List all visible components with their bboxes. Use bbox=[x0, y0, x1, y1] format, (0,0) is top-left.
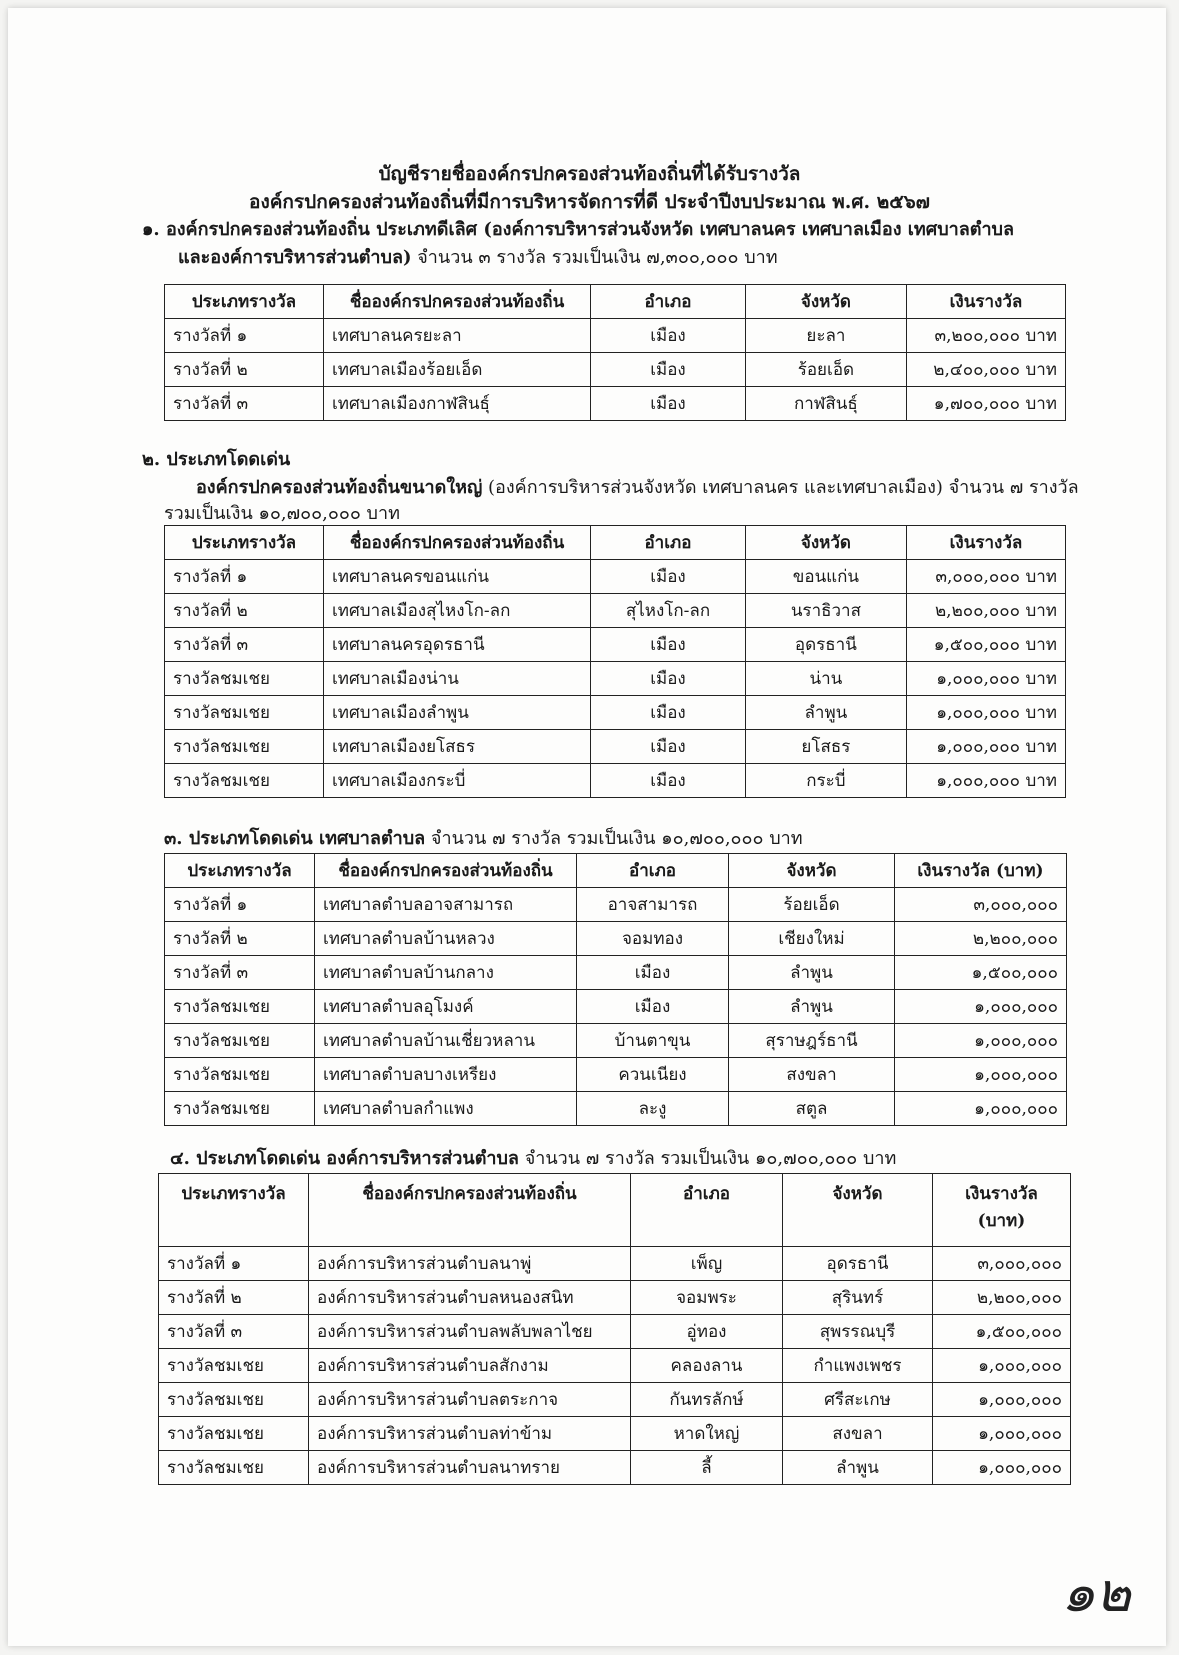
cell-district: อาจสามารถ bbox=[577, 888, 729, 922]
section1-subheading-bold: และองค์การบริหารส่วนตำบล) bbox=[178, 247, 412, 268]
header-district: อำเภอ bbox=[591, 285, 746, 319]
cell-district: เพ็ญ bbox=[631, 1247, 783, 1281]
cell-award-type: รางวัลชมเชย bbox=[165, 1092, 315, 1126]
cell-province: ขอนแก่น bbox=[745, 560, 906, 594]
cell-org-name: เทศบาลตำบลบ้านกลาง bbox=[315, 956, 577, 990]
cell-province: สุรินทร์ bbox=[783, 1281, 933, 1315]
cell-province: สงขลา bbox=[729, 1058, 895, 1092]
cell-district: เมือง bbox=[591, 662, 746, 696]
cell-province: สุราษฎร์ธานี bbox=[729, 1024, 895, 1058]
cell-district: เมือง bbox=[577, 956, 729, 990]
award-table-2 bbox=[164, 525, 1066, 798]
header-prize-baht: เงินรางวัล (บาท) bbox=[895, 854, 1067, 888]
header-org-name: ชื่อองค์กรปกครองส่วนท้องถิ่น bbox=[315, 854, 577, 888]
cell-prize: ๑,๕๐๐,๐๐๐ bbox=[933, 1315, 1071, 1349]
cell-district: จอมทอง bbox=[577, 922, 729, 956]
cell-org-name: องค์การบริหารส่วนตำบลหนองสนิท bbox=[309, 1281, 631, 1315]
header-award-type: ประเภทรางวัล bbox=[165, 526, 324, 560]
cell-prize: ๑,๕๐๐,๐๐๐ bbox=[895, 956, 1067, 990]
table-row bbox=[165, 353, 1066, 387]
cell-award-type: รางวัลชมเชย bbox=[159, 1349, 309, 1383]
header-prize-line1: เงินรางวัล bbox=[965, 1184, 1038, 1204]
cell-province: ร้อยเอ็ด bbox=[729, 888, 895, 922]
cell-province: ลำพูน bbox=[729, 956, 895, 990]
section2-subheading bbox=[196, 474, 1079, 502]
cell-org-name: เทศบาลเมืองสุไหงโก-ลก bbox=[323, 594, 590, 628]
award-table-1 bbox=[164, 284, 1066, 421]
header-province: จังหวัด bbox=[729, 854, 895, 888]
table-header-row bbox=[165, 526, 1066, 560]
header-province: จังหวัด bbox=[783, 1174, 933, 1247]
cell-district: เมือง bbox=[591, 560, 746, 594]
cell-award-type: รางวัลที่ ๓ bbox=[165, 956, 315, 990]
table-row bbox=[165, 662, 1066, 696]
cell-province: ลำพูน bbox=[745, 696, 906, 730]
cell-org-name: เทศบาลนครอุดรธานี bbox=[323, 628, 590, 662]
award-table-2-body bbox=[165, 560, 1066, 798]
section2-subheading-rest: (องค์การบริหารส่วนจังหวัด เทศบาลนคร และเทศบาลเมือง) จำนวน ๗ รางวัล bbox=[482, 477, 1079, 498]
cell-province: น่าน bbox=[745, 662, 906, 696]
cell-district: เมือง bbox=[591, 319, 746, 353]
table-row bbox=[165, 319, 1066, 353]
cell-org-name: เทศบาลเมืองกาฬสินธุ์ bbox=[323, 387, 590, 421]
cell-award-type: รางวัลชมเชย bbox=[165, 730, 324, 764]
cell-org-name: เทศบาลตำบลบ้านเชี่ยวหลาน bbox=[315, 1024, 577, 1058]
cell-org-name: เทศบาลเมืองลำพูน bbox=[323, 696, 590, 730]
cell-prize: ๑,๕๐๐,๐๐๐ บาท bbox=[906, 628, 1065, 662]
cell-prize: ๑,๐๐๐,๐๐๐ bbox=[895, 1092, 1067, 1126]
cell-province: สตูล bbox=[729, 1092, 895, 1126]
cell-province: อุดรธานี bbox=[745, 628, 906, 662]
cell-award-type: รางวัลชมเชย bbox=[159, 1451, 309, 1485]
header-prize-baht bbox=[933, 1174, 1071, 1247]
cell-org-name: เทศบาลนครยะลา bbox=[323, 319, 590, 353]
table-row bbox=[165, 387, 1066, 421]
cell-award-type: รางวัลชมเชย bbox=[165, 696, 324, 730]
section4-heading bbox=[170, 1145, 896, 1173]
cell-prize: ๑,๐๐๐,๐๐๐ บาท bbox=[906, 696, 1065, 730]
table-row bbox=[159, 1315, 1071, 1349]
cell-province: อุดรธานี bbox=[783, 1247, 933, 1281]
section4-heading-bold: ๔. ประเภทโดดเด่น องค์การบริหารส่วนตำบล bbox=[170, 1148, 519, 1169]
award-table-3-body bbox=[165, 888, 1067, 1126]
cell-award-type: รางวัลชมเชย bbox=[165, 764, 324, 798]
cell-award-type: รางวัลที่ ๑ bbox=[165, 560, 324, 594]
table-row bbox=[159, 1417, 1071, 1451]
cell-prize: ๓,๒๐๐,๐๐๐ บาท bbox=[906, 319, 1065, 353]
header-district: อำเภอ bbox=[631, 1174, 783, 1247]
cell-org-name: เทศบาลตำบลอาจสามารถ bbox=[315, 888, 577, 922]
cell-prize: ๑,๐๐๐,๐๐๐ bbox=[895, 1024, 1067, 1058]
section2-total: รวมเป็นเงิน ๑๐,๗๐๐,๐๐๐ บาท bbox=[164, 503, 400, 524]
cell-district: ควนเนียง bbox=[577, 1058, 729, 1092]
table-row bbox=[165, 594, 1066, 628]
table-row bbox=[159, 1349, 1071, 1383]
table-row bbox=[165, 1058, 1067, 1092]
table-header-row bbox=[165, 285, 1066, 319]
table-row bbox=[159, 1451, 1071, 1485]
cell-province: นราธิวาส bbox=[745, 594, 906, 628]
cell-org-name: เทศบาลเมืองน่าน bbox=[323, 662, 590, 696]
cell-org-name: องค์การบริหารส่วนตำบลพลับพลาไชย bbox=[309, 1315, 631, 1349]
cell-province: ยโสธร bbox=[745, 730, 906, 764]
table-row bbox=[165, 1024, 1067, 1058]
cell-province: ร้อยเอ็ด bbox=[745, 353, 906, 387]
cell-prize: ๑,๐๐๐,๐๐๐ บาท bbox=[906, 662, 1065, 696]
cell-prize: ๓,๐๐๐,๐๐๐ บาท bbox=[906, 560, 1065, 594]
header-prize: เงินรางวัล bbox=[906, 285, 1065, 319]
cell-award-type: รางวัลที่ ๑ bbox=[165, 888, 315, 922]
cell-award-type: รางวัลที่ ๑ bbox=[159, 1247, 309, 1281]
cell-prize: ๑,๐๐๐,๐๐๐ bbox=[933, 1417, 1071, 1451]
header-award-type: ประเภทรางวัล bbox=[165, 285, 324, 319]
cell-org-name: เทศบาลเมืองยโสธร bbox=[323, 730, 590, 764]
award-table-4 bbox=[158, 1173, 1071, 1485]
cell-award-type: รางวัลชมเชย bbox=[165, 1024, 315, 1058]
cell-award-type: รางวัลที่ ๓ bbox=[159, 1315, 309, 1349]
award-table-3 bbox=[164, 853, 1067, 1126]
cell-province: ศรีสะเกษ bbox=[783, 1383, 933, 1417]
table-row bbox=[159, 1383, 1071, 1417]
header-district: อำเภอ bbox=[577, 854, 729, 888]
cell-province: สุพรรณบุรี bbox=[783, 1315, 933, 1349]
cell-district: เมือง bbox=[591, 696, 746, 730]
section3-heading bbox=[164, 825, 803, 853]
header-org-name: ชื่อองค์กรปกครองส่วนท้องถิ่น bbox=[323, 526, 590, 560]
header-province: จังหวัด bbox=[745, 526, 906, 560]
header-org-name: ชื่อองค์กรปกครองส่วนท้องถิ่น bbox=[309, 1174, 631, 1247]
cell-district: เมือง bbox=[591, 353, 746, 387]
cell-prize: ๑,๐๐๐,๐๐๐ bbox=[933, 1383, 1071, 1417]
table-row bbox=[165, 922, 1067, 956]
cell-district: จอมพระ bbox=[631, 1281, 783, 1315]
cell-district: คลองลาน bbox=[631, 1349, 783, 1383]
cell-org-name: เทศบาลนครขอนแก่น bbox=[323, 560, 590, 594]
header-award-type: ประเภทรางวัล bbox=[159, 1174, 309, 1247]
cell-org-name: เทศบาลตำบลบ้านหลวง bbox=[315, 922, 577, 956]
cell-district: อู่ทอง bbox=[631, 1315, 783, 1349]
table-row bbox=[165, 628, 1066, 662]
award-table-1-body bbox=[165, 319, 1066, 421]
table-header-row bbox=[165, 854, 1067, 888]
cell-district: ละงู bbox=[577, 1092, 729, 1126]
header-province: จังหวัด bbox=[745, 285, 906, 319]
cell-prize: ๒,๒๐๐,๐๐๐ บาท bbox=[906, 594, 1065, 628]
cell-district: เมือง bbox=[591, 628, 746, 662]
cell-district: เมือง bbox=[577, 990, 729, 1024]
section1-heading: ๑. องค์กรปกครองส่วนท้องถิ่น ประเภทดีเลิศ (องค์การบริหารส่วนจังหวัด เทศบาลนคร เทศบาลเมือง เทศบาลตำบล bbox=[142, 219, 1015, 240]
section3-heading-rest: จำนวน ๗ รางวัล รวมเป็นเงิน ๑๐,๗๐๐,๐๐๐ บาท bbox=[425, 828, 803, 849]
cell-org-name: องค์การบริหารส่วนตำบลตระกาจ bbox=[309, 1383, 631, 1417]
cell-prize: ๑,๐๐๐,๐๐๐ bbox=[895, 1058, 1067, 1092]
section2-subheading-bold: องค์กรปกครองส่วนท้องถิ่นขนาดใหญ่ bbox=[196, 477, 483, 498]
cell-prize: ๑,๐๐๐,๐๐๐ บาท bbox=[906, 764, 1065, 798]
cell-org-name: เทศบาลเมืองร้อยเอ็ด bbox=[323, 353, 590, 387]
cell-prize: ๒,๒๐๐,๐๐๐ bbox=[895, 922, 1067, 956]
cell-province: กระบี่ bbox=[745, 764, 906, 798]
cell-award-type: รางวัลชมเชย bbox=[159, 1383, 309, 1417]
cell-award-type: รางวัลชมเชย bbox=[159, 1417, 309, 1451]
cell-district: กันทรลักษ์ bbox=[631, 1383, 783, 1417]
cell-org-name: องค์การบริหารส่วนตำบลสักงาม bbox=[309, 1349, 631, 1383]
cell-district: เมือง bbox=[591, 387, 746, 421]
cell-province: ยะลา bbox=[745, 319, 906, 353]
handwritten-page-number: ๑๒ bbox=[1061, 1561, 1131, 1624]
section2-heading: ๒. ประเภทโดดเด่น bbox=[142, 449, 291, 470]
section4-heading-rest: จำนวน ๗ รางวัล รวมเป็นเงิน ๑๐,๗๐๐,๐๐๐ บาท bbox=[518, 1148, 897, 1169]
table-row bbox=[165, 696, 1066, 730]
cell-district: หาดใหญ่ bbox=[631, 1417, 783, 1451]
cell-district: เมือง bbox=[591, 764, 746, 798]
cell-org-name: เทศบาลเมืองกระบี่ bbox=[323, 764, 590, 798]
header-org-name: ชื่อองค์กรปกครองส่วนท้องถิ่น bbox=[323, 285, 590, 319]
header-prize-line2: (บาท) bbox=[977, 1211, 1026, 1231]
cell-district: เมือง bbox=[591, 730, 746, 764]
table-row bbox=[159, 1281, 1071, 1315]
cell-prize: ๑,๐๐๐,๐๐๐ bbox=[933, 1349, 1071, 1383]
cell-province: สงขลา bbox=[783, 1417, 933, 1451]
cell-award-type: รางวัลที่ ๒ bbox=[165, 594, 324, 628]
award-table-4-body bbox=[159, 1247, 1071, 1485]
cell-prize: ๒,๒๐๐,๐๐๐ bbox=[933, 1281, 1071, 1315]
cell-district: สุไหงโก-ลก bbox=[591, 594, 746, 628]
cell-prize: ๑,๐๐๐,๐๐๐ บาท bbox=[906, 730, 1065, 764]
table-row bbox=[165, 1092, 1067, 1126]
cell-award-type: รางวัลที่ ๒ bbox=[165, 922, 315, 956]
cell-district: ลี้ bbox=[631, 1451, 783, 1485]
cell-award-type: รางวัลชมเชย bbox=[165, 990, 315, 1024]
document-title-line2: องค์กรปกครองส่วนท้องถิ่นที่มีการบริหารจัดการที่ดี ประจำปีงบประมาณ พ.ศ. ๒๕๖๗ bbox=[249, 191, 930, 213]
cell-award-type: รางวัลที่ ๒ bbox=[159, 1281, 309, 1315]
cell-org-name: เทศบาลตำบลอุโมงค์ bbox=[315, 990, 577, 1024]
cell-prize: ๓,๐๐๐,๐๐๐ bbox=[895, 888, 1067, 922]
cell-award-type: รางวัลที่ ๓ bbox=[165, 628, 324, 662]
table-row bbox=[159, 1247, 1071, 1281]
cell-prize: ๓,๐๐๐,๐๐๐ bbox=[933, 1247, 1071, 1281]
header-prize: เงินรางวัล bbox=[906, 526, 1065, 560]
table-row bbox=[165, 990, 1067, 1024]
section3-heading-bold: ๓. ประเภทโดดเด่น เทศบาลตำบล bbox=[164, 828, 426, 849]
cell-org-name: เทศบาลตำบลกำแพง bbox=[315, 1092, 577, 1126]
table-row bbox=[165, 764, 1066, 798]
cell-prize: ๑,๗๐๐,๐๐๐ บาท bbox=[906, 387, 1065, 421]
cell-award-type: รางวัลชมเชย bbox=[165, 1058, 315, 1092]
cell-prize: ๑,๐๐๐,๐๐๐ bbox=[895, 990, 1067, 1024]
cell-prize: ๑,๐๐๐,๐๐๐ bbox=[933, 1451, 1071, 1485]
document-title-line1: บัญชีรายชื่อองค์กรปกครองส่วนท้องถิ่นที่ได้รับรางวัล bbox=[378, 163, 801, 185]
cell-award-type: รางวัลที่ ๑ bbox=[165, 319, 324, 353]
cell-province: กำแพงเพชร bbox=[783, 1349, 933, 1383]
cell-province: ลำพูน bbox=[729, 990, 895, 1024]
cell-org-name: องค์การบริหารส่วนตำบลนาพู่ bbox=[309, 1247, 631, 1281]
cell-org-name: เทศบาลตำบลบางเหรียง bbox=[315, 1058, 577, 1092]
cell-province: กาฬสินธุ์ bbox=[745, 387, 906, 421]
cell-org-name: องค์การบริหารส่วนตำบลท่าข้าม bbox=[309, 1417, 631, 1451]
cell-district: บ้านตาขุน bbox=[577, 1024, 729, 1058]
section1-subheading-rest: จำนวน ๓ รางวัล รวมเป็นเงิน ๗,๓๐๐,๐๐๐ บาท bbox=[411, 247, 778, 268]
table-row bbox=[165, 888, 1067, 922]
cell-prize: ๒,๔๐๐,๐๐๐ บาท bbox=[906, 353, 1065, 387]
cell-award-type: รางวัลชมเชย bbox=[165, 662, 324, 696]
table-row bbox=[165, 730, 1066, 764]
cell-province: ลำพูน bbox=[783, 1451, 933, 1485]
table-row bbox=[165, 560, 1066, 594]
cell-award-type: รางวัลที่ ๒ bbox=[165, 353, 324, 387]
cell-province: เชียงใหม่ bbox=[729, 922, 895, 956]
header-district: อำเภอ bbox=[591, 526, 746, 560]
cell-org-name: องค์การบริหารส่วนตำบลนาทราย bbox=[309, 1451, 631, 1485]
table-header-row bbox=[159, 1174, 1071, 1247]
table-row bbox=[165, 956, 1067, 990]
section1-subheading bbox=[178, 244, 778, 272]
cell-award-type: รางวัลที่ ๓ bbox=[165, 387, 324, 421]
header-award-type: ประเภทรางวัล bbox=[165, 854, 315, 888]
